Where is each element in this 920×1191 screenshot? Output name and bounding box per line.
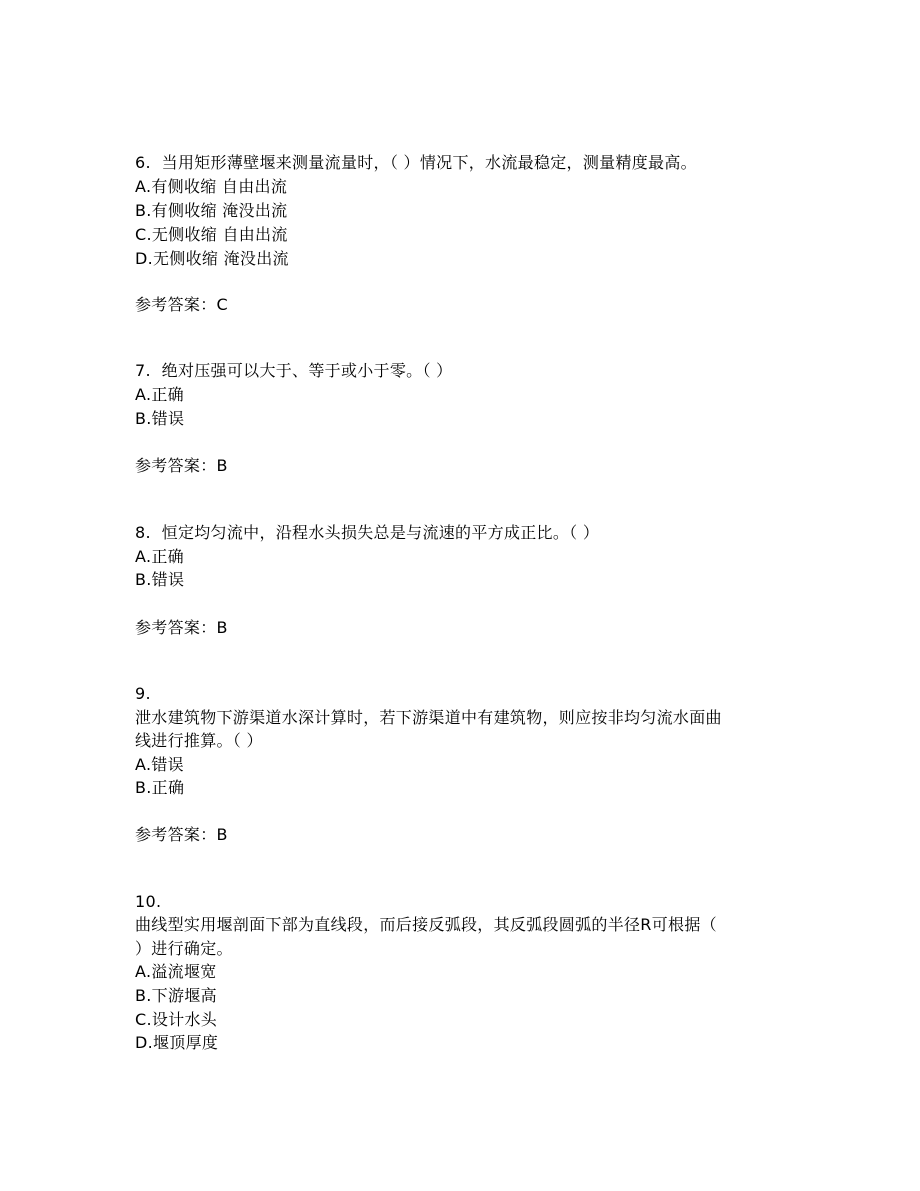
question-7-stem: 绝对压强可以大于、等于或小于零。（ ） <box>161 361 453 380</box>
question-7-stem-line <box>135 361 452 381</box>
question-10-option-c: C.设计水头 <box>135 1010 218 1029</box>
question-9-answer: 参考答案：B <box>135 825 228 844</box>
question-6-option-c: C.无侧收缩 自由出流 <box>135 225 288 244</box>
question-9-option-a: A.错误 <box>135 755 184 774</box>
question-6-stem: 当用矩形薄壁堰来测量流量时，（ ）情况下，水流最稳定，测量精度最高。 <box>161 153 697 172</box>
question-7-option-b: B.错误 <box>135 409 185 428</box>
question-8-stem: 恒定均匀流中，沿程水头损失总是与流速的平方成正比。（ ） <box>161 523 600 542</box>
question-7-option-a: A.正确 <box>135 385 184 404</box>
question-8-stem-line <box>135 523 599 543</box>
question-10-option-a: A.溢流堰宽 <box>135 962 217 981</box>
question-9-option-b: B.正确 <box>135 778 185 797</box>
question-6-option-b: B.有侧收缩 淹没出流 <box>135 201 288 220</box>
question-8-option-b: B.错误 <box>135 570 185 589</box>
question-7-number: 7. <box>135 361 151 380</box>
question-7-answer: 参考答案：B <box>135 456 228 475</box>
question-6-option-a: A.有侧收缩 自由出流 <box>135 177 288 196</box>
question-8-option-a: A.正确 <box>135 547 184 566</box>
question-8-answer: 参考答案：B <box>135 618 228 637</box>
question-10-stem-line-2: ）进行确定。 <box>135 939 233 958</box>
question-10-option-b: B.下游堰高 <box>135 986 217 1005</box>
question-9-stem-line-1: 泄水建筑物下游渠道水深计算时，若下游渠道中有建筑物，则应按非均匀流水面曲 <box>135 708 722 727</box>
question-6-stem-line <box>135 153 697 173</box>
question-6-answer: 参考答案：C <box>135 295 228 314</box>
question-10-stem-line-1: 曲线型实用堰剖面下部为直线段，而后接反弧段，其反弧段圆弧的半径R可根据（ <box>135 915 717 934</box>
question-6-number: 6. <box>135 153 151 172</box>
question-9-number: 9. <box>135 684 151 703</box>
question-10-option-d: D.堰顶厚度 <box>135 1033 219 1052</box>
question-8-number: 8. <box>135 523 151 542</box>
question-6-option-d: D.无侧收缩 淹没出流 <box>135 249 289 268</box>
question-10-number: 10. <box>135 892 162 911</box>
question-9-stem-line-2: 线进行推算。（ ） <box>135 731 263 750</box>
